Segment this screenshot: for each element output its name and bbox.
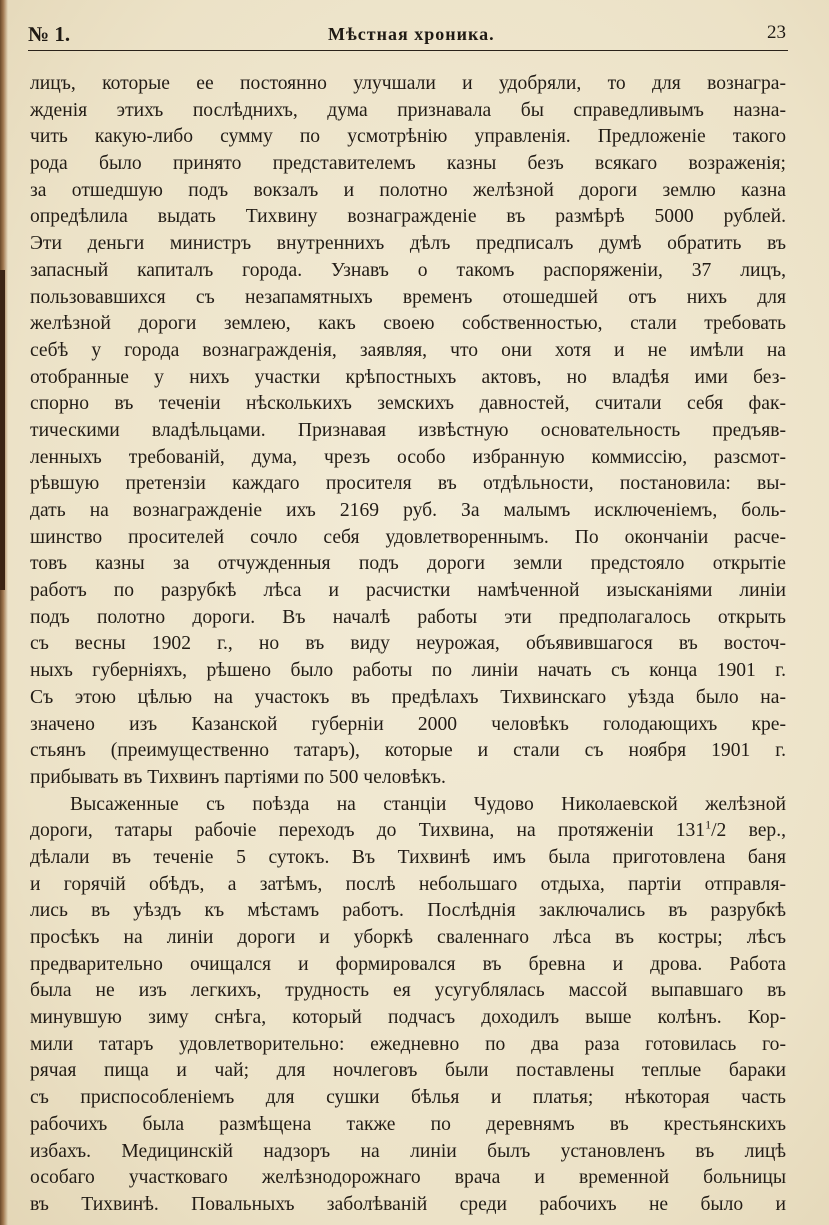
text-line: рячая пища и чай; для ночлеговъ были поставлены теплые бараки <box>30 1060 786 1082</box>
fraction-numerator: 1 <box>705 818 712 832</box>
text-line: пользовавшихся съ незапамятныхъ временъ отошедшей отъ нихъ для <box>30 286 786 308</box>
text-line: особаго участковаго желѣзнодорожнаго врача и временной больницы <box>30 1167 786 1189</box>
body-text <box>30 71 786 1219</box>
text-line: за отшедшую подъ вокзалъ и полотно желѣзной дороги землю казна <box>30 179 786 201</box>
section-title: Мѣстная хроника. <box>328 24 495 44</box>
binding-shadow <box>0 0 8 1225</box>
text-line: шинство просителей сочло себя удовлетвореннымъ. По окончаніи расче- <box>30 526 786 548</box>
text-line: рѣвшую претензіи каждаго просителя въ отдѣльности, постановила: вы- <box>30 473 786 495</box>
binding-edge <box>0 270 5 590</box>
text-line: запасный капиталъ города. Узнавъ о такомъ распоряженіи, 37 лицъ, <box>30 259 786 281</box>
text-line: рабочихъ была размѣщена также по деревнямъ въ крестьянскихъ <box>30 1113 786 1135</box>
text-line: дѣлали въ теченіе 5 сутокъ. Въ Тихвинѣ имъ была приготовлена баня <box>30 846 786 868</box>
text-line: съ весны 1902 г., но въ виду неурожая, объявившагося въ восточ- <box>30 633 786 655</box>
text-line: отобранные у нихъ участки крѣпостныхъ актовъ, но владѣя ими без- <box>30 366 786 388</box>
header-rule <box>28 50 788 51</box>
text-line: и горячій обѣдъ, а затѣмъ, послѣ небольшаго отдыха, партіи отправля- <box>30 873 786 895</box>
text-line: съ приспособленіемъ для сушки бѣлья и платья; нѣкоторая часть <box>30 1087 786 1109</box>
text-line: работъ по разрубкѣ лѣса и расчистки намѣченной изысканіями линіи <box>30 580 786 602</box>
text-line: избахъ. Медицинскій надзоръ на линіи былъ установленъ въ лицѣ <box>30 1140 786 1162</box>
text-line: Эти деньги министръ внутреннихъ дѣлъ предписалъ думѣ обратить въ <box>30 233 786 255</box>
text-line: въ Тихвинѣ. Повальныхъ заболѣваній среди рабочихъ не было и <box>30 1193 786 1215</box>
text-line: лицъ, которые ее постоянно улучшали и удобряли, то для вознагра- <box>30 73 786 94</box>
text-line: товъ казны за отчужденныя подъ дороги земли предстояло открытіе <box>30 553 786 575</box>
text-line: просѣкъ на линіи дороги и уборкѣ сваленнаго лѣса въ костры; лѣсъ <box>30 927 786 948</box>
running-header <box>28 20 788 50</box>
text-segment: /2 вер., <box>711 820 786 842</box>
text-line: рода было принято представителемъ казны безъ всякаго возраженія; <box>30 153 786 175</box>
text-line: значено изъ Казанской губерніи 2000 человѣкъ голодающихъ кре- <box>30 713 786 735</box>
text-line: Высаженные съ поѣзда на станціи Чудово Николаевской желѣзной <box>70 793 786 815</box>
text-line: предварительно очищался и формировался въ бревна и дрова. Работа <box>30 953 786 975</box>
text-line: ленныхъ требованій, дума, чрезъ особо избранную коммиссію, разсмот- <box>30 446 786 468</box>
text-line: Съ этою цѣлью на участокъ въ предѣлахъ Тихвинскаго уѣзда было на- <box>30 686 786 708</box>
text-line: спорно въ теченіи нѣсколькихъ земскихъ давностей, считали себя фак- <box>30 393 786 415</box>
text-line: опредѣлила выдать Тихвину вознагражденіе въ размѣрѣ 5000 рублей. <box>30 206 786 228</box>
text-line: дать на вознагражденіе ихъ 2169 руб. За малымъ исключеніемъ, боль- <box>30 500 786 521</box>
text-line-with-fraction <box>30 818 786 845</box>
text-line: была не изъ легкихъ, трудность ея усугублялась массой выпавшаго въ <box>30 980 786 1002</box>
paragraph-1 <box>30 71 786 792</box>
text-line: минувшую зиму снѣга, который подчасъ доходилъ выше колѣнъ. Кор- <box>30 1007 786 1029</box>
text-line: тическими владѣльцами. Признавая извѣстную основательность предъяв- <box>30 419 786 441</box>
text-segment: дороги, татары рабочіе переходъ до Тихвина, на протяженіи 131 <box>30 820 706 842</box>
text-line: желѣзной дороги землею, какъ своею собственностью, стали требовать <box>30 313 786 335</box>
text-line: себѣ у города вознагражденія, заявляя, что они хотя и не имѣли на <box>30 339 786 361</box>
text-line: прибывать въ Тихвинъ партіями по 500 человѣкъ. <box>30 766 446 788</box>
text-line: мили татаръ удовлетворительно: ежедневно по два раза готовилась го- <box>30 1033 786 1055</box>
page-number: 23 <box>767 22 786 43</box>
text-line: ныхъ губерніяхъ, рѣшено было работы по линіи начать съ конца 1901 г. <box>30 660 786 682</box>
text-line: лись въ уѣздъ къ мѣстамъ работъ. Послѣднія заключались въ разрубкѣ <box>30 900 786 922</box>
paragraph-2 <box>30 792 786 1219</box>
text-line: подъ полотно дороги. Въ началѣ работы эти предполагалось открыть <box>30 606 786 628</box>
text-line: чить какую-либо сумму по усмотрѣнію управленія. Предложеніе такого <box>30 126 786 148</box>
text-line: жденія этихъ послѣднихъ, дума признавала бы справедливымъ назна- <box>30 99 786 121</box>
issue-number: № 1. <box>28 22 71 46</box>
text-line: стьянъ (преимущественно татаръ), которые и стали съ ноября 1901 г. <box>30 740 786 762</box>
